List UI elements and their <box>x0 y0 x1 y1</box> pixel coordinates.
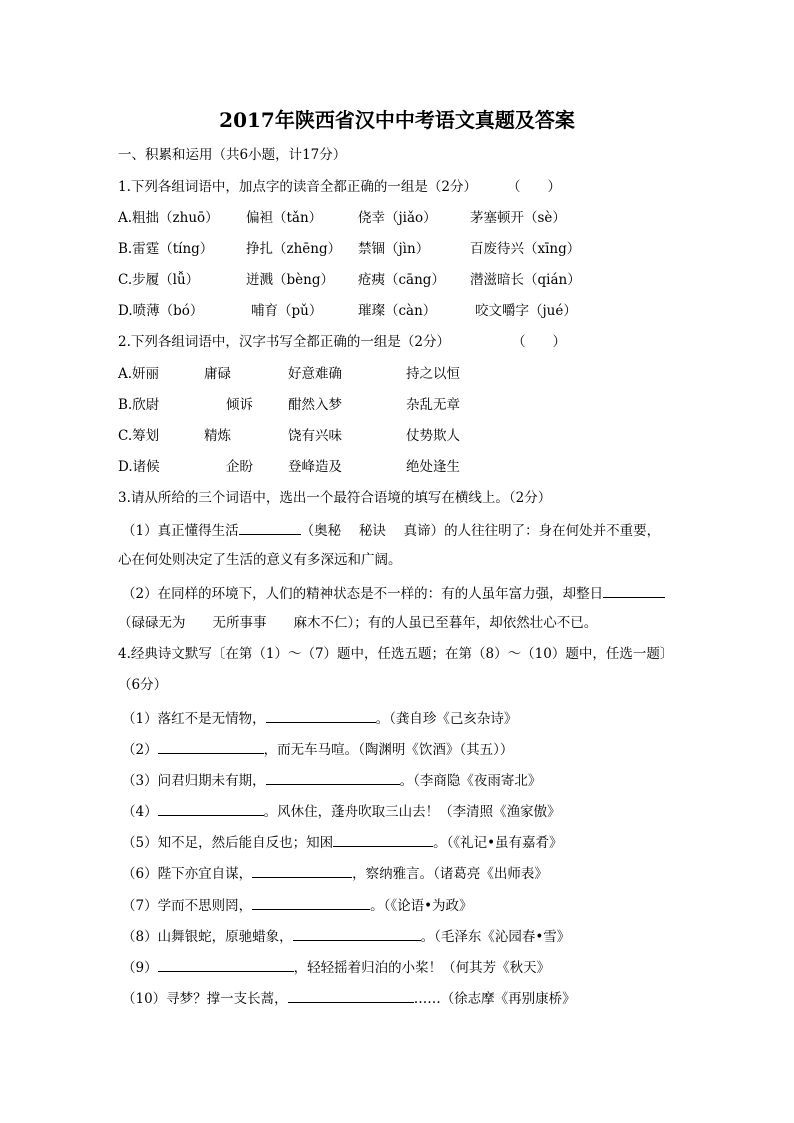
q1-stem-text: 1.下列各组词语中，加点字的读音全都正确的一组是（2分） <box>118 179 477 195</box>
poem-item-2 <box>122 739 513 759</box>
q3-item-1-continued: 心在何处则决定了生活的意义有多深远和广阔。 <box>118 552 402 568</box>
section-heading: 一、积累和运用（共6小题，计17分） <box>118 147 347 163</box>
poem-tail: 。（毛泽东《沁园春•雪》 <box>420 929 571 945</box>
option-word: 茅塞顿开（sè） <box>470 210 566 226</box>
poem-item-1 <box>122 708 517 728</box>
answer-blank[interactable] <box>252 863 352 878</box>
option-word: 禁锢（jìn） <box>358 241 430 257</box>
answer-blank[interactable] <box>603 583 665 598</box>
poem-tail: 。（《论语•为政》 <box>370 898 473 914</box>
option-word: 饶有兴味 <box>288 428 342 444</box>
option-word: B.欣尉 <box>118 397 160 413</box>
poem-item-10 <box>122 988 576 1008</box>
option-word: A.妍丽 <box>118 366 160 382</box>
option-word: 酣然入梦 <box>288 397 342 413</box>
q4-score: （6分） <box>118 677 168 693</box>
option-word: 迸溅（bèng） <box>246 272 334 288</box>
q1-stem <box>118 178 561 196</box>
q2-stem <box>118 333 566 351</box>
poem-lead: （8）山舞银蛇，原驰蜡象， <box>122 929 293 945</box>
option-word: 咬文嚼字（jué） <box>475 303 577 319</box>
answer-blank[interactable] <box>239 520 301 535</box>
poem-lead: （6）陛下亦宜自谋， <box>122 866 253 882</box>
q3-item-2-lead: （2）在同样的环境下，人们的精神状态是不一样的：有的人虽年富力强，却整日 <box>122 586 604 602</box>
option-word: 登峰造及 <box>288 459 342 475</box>
answer-blank[interactable] <box>288 988 414 1003</box>
poem-lead: （2） <box>122 742 158 758</box>
poem-lead: （3）问君归期未有期， <box>122 773 266 789</box>
poem-tail: ……（徐志摩《再别康桥》 <box>413 991 576 1007</box>
poem-lead: （10）寻梦？撑一支长蒿， <box>122 991 288 1007</box>
option-word: 侥幸（jiǎo） <box>358 210 437 226</box>
q3-item-1-lead: （1）真正懂得生活 <box>122 523 239 539</box>
option-word: A.粗拙（zhuō） <box>118 210 219 226</box>
poem-item-8 <box>122 926 570 946</box>
answer-blank[interactable] <box>158 957 294 972</box>
option-word: 仗势欺人 <box>406 428 460 444</box>
answer-blank[interactable] <box>266 708 376 723</box>
option-word: 绝处逢生 <box>406 459 460 475</box>
q3-item-2 <box>122 583 665 603</box>
q4-stem: 4.经典诗文默写〔在第（1）～（7）题中，任选五题；在第（8）～（10）题中，任选一题〕 <box>118 646 674 662</box>
page-title: 2017年陕西省汉中中考语文真题及答案 <box>219 108 575 132</box>
poem-item-4 <box>122 801 561 821</box>
poem-item-9 <box>122 957 550 977</box>
poem-tail: ，而无车马喧。（陶渊明《饮酒》（其五）） <box>263 742 514 758</box>
option-word: C.筹划 <box>118 428 160 444</box>
option-word: 疮痍（cāng） <box>358 272 445 288</box>
option-word: 庸碌 <box>204 366 231 382</box>
poem-tail: ，轻轻摇着归泊的小桨！（何其芳《秋天》 <box>293 960 551 976</box>
poem-tail: 。风休住，蓬舟吹取三山去！（李清照《渔家傲》 <box>263 804 561 820</box>
q1-answer-paren: （ ） <box>506 179 561 195</box>
answer-blank[interactable] <box>158 739 264 754</box>
poem-tail: ，察纳雅言。（诸葛亮《出师表》 <box>352 866 548 882</box>
option-word: 潜滋暗长（qián） <box>470 272 581 288</box>
poem-lead: （5）知不足，然后能自反也；知困 <box>122 835 334 851</box>
option-word: 杂乱无章 <box>406 397 460 413</box>
poem-tail: 。（《礼记•虽有嘉肴》 <box>433 835 563 851</box>
poem-tail: 。（龚自珍《己亥杂诗》 <box>375 711 518 727</box>
q3-item-2-options: （碌碌无为 无所事事 麻木不仁）；有的人虽已至暮年，却依然壮心不已。 <box>118 615 598 631</box>
poem-lead: （4） <box>122 804 158 820</box>
option-word: D.喷薄（bó） <box>118 303 204 319</box>
poem-tail: 。（李商隐《夜雨寄北》 <box>399 773 542 789</box>
option-word: 精炼 <box>204 428 231 444</box>
option-word: 偏袒（tǎn） <box>246 210 323 226</box>
option-word: C.步履（lǚ） <box>118 272 200 288</box>
poem-lead: （9） <box>122 960 158 976</box>
poem-item-7 <box>122 895 473 915</box>
q3-stem: 3.请从所给的三个词语中，选出一个最符合语境的填写在横线上。（2分） <box>118 490 552 506</box>
q2-answer-paren: （ ） <box>511 334 566 350</box>
answer-blank[interactable] <box>293 926 421 941</box>
answer-blank[interactable] <box>252 895 370 910</box>
option-word: 挣扎（zhēng） <box>246 241 342 257</box>
poem-item-5 <box>122 832 563 852</box>
q3-item-1 <box>122 520 660 540</box>
option-word: 百废待兴（xīng） <box>470 241 581 257</box>
option-word: B.雷霆（tíng） <box>118 241 214 257</box>
option-word: 持之以恒 <box>406 366 460 382</box>
poem-item-3 <box>122 770 541 790</box>
option-word: 璀璨（càn） <box>358 303 437 319</box>
answer-blank[interactable] <box>266 770 400 785</box>
answer-blank[interactable] <box>333 832 433 847</box>
option-word: 企盼 <box>226 459 253 475</box>
q3-item-1-options: （奥秘 秘诀 真谛）的人往往明了：身在何处并不重要， <box>300 523 661 539</box>
option-word: 哺育（pǔ） <box>251 303 323 319</box>
poem-item-6 <box>122 863 548 883</box>
answer-blank[interactable] <box>158 801 264 816</box>
option-word: D.诸候 <box>118 459 160 475</box>
option-word: 倾诉 <box>226 397 253 413</box>
poem-lead: （7）学而不思则罔， <box>122 898 253 914</box>
option-word: 好意难确 <box>288 366 342 382</box>
q2-stem-text: 2.下列各组词语中，汉字书写全都正确的一组是（2分） <box>118 334 450 350</box>
poem-lead: （1）落红不是无情物， <box>122 711 266 727</box>
